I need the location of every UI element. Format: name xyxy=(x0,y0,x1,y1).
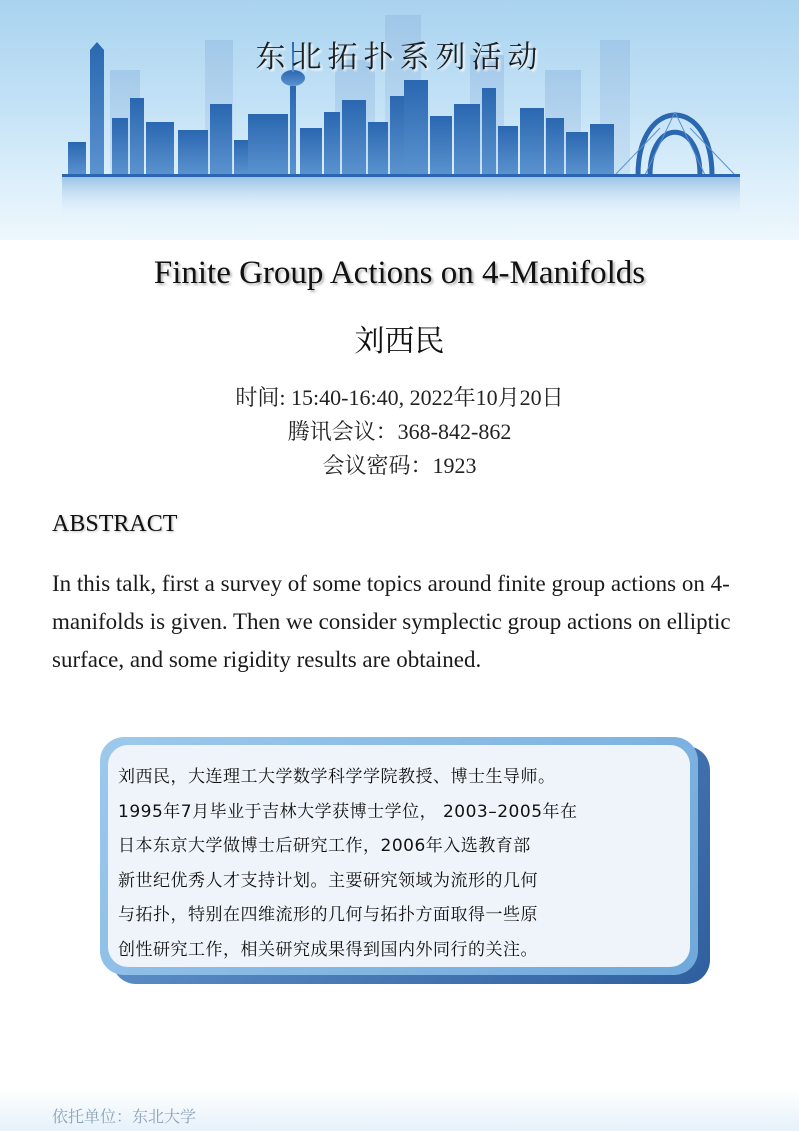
bio-line: 创性研究工作，相关研究成果得到国内外同行的关注。 xyxy=(118,939,538,960)
speaker-bio xyxy=(118,760,688,967)
bio-line: 刘西民，大连理工大学数学科学学院教授、博士生导师。 xyxy=(118,767,556,787)
talk-time: 时间: 15:40-16:40, 2022年10月20日 xyxy=(235,385,564,410)
host-organization: 依托单位：东北大学 xyxy=(52,1107,197,1126)
footer xyxy=(0,1088,799,1131)
bio-line: 日本东京大学做博士后研究工作，2006年入选教育部 xyxy=(118,836,531,856)
speaker-name: 刘西民 xyxy=(354,324,445,359)
header-banner xyxy=(0,0,799,240)
talk-title: Finite Group Actions on 4-Manifolds xyxy=(153,255,646,291)
bio-line: 与拓扑，特别在四维流形的几何与拓扑方面取得一些原 xyxy=(118,905,538,925)
abstract-text: In this talk, first a survey of some topics around finite group actions on 4-manifolds is given. Then we consider symplectic group actions on elliptic surface, and some rigidity results are obtained. xyxy=(52,571,731,672)
bio-line: 新世纪优秀人才支持计划。主要研究领域为流形的几何 xyxy=(118,870,538,891)
series-title: 东北拓扑系列活动 xyxy=(255,40,544,75)
meeting-id: 腾讯会议：368-842-862 xyxy=(287,419,512,444)
abstract-heading: ABSTRACT xyxy=(52,511,178,537)
bio-line: 1995年7月毕业于吉林大学获博士学位， 2003–2005年在 xyxy=(118,801,578,822)
meeting-password: 会议密码：1923 xyxy=(322,453,477,478)
